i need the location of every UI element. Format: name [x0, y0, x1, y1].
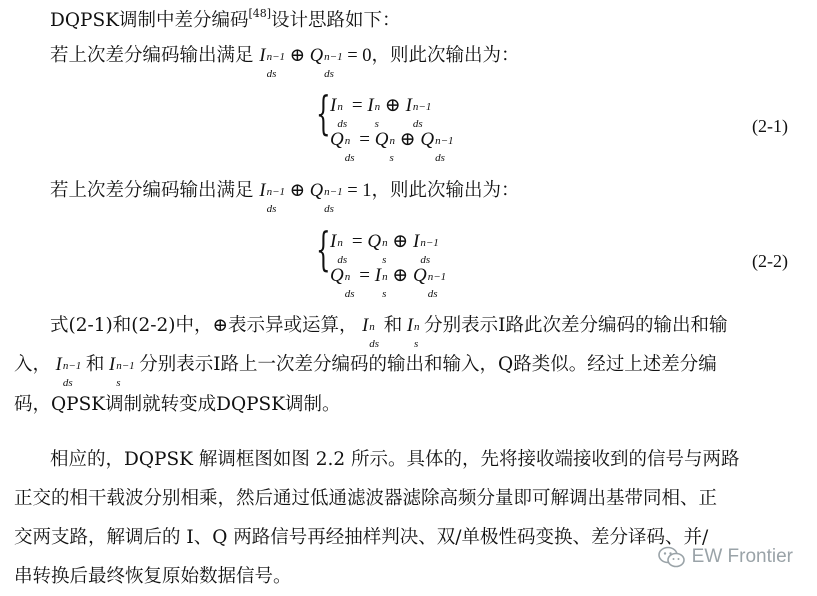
para2-text: 表示异或运算， — [227, 315, 358, 336]
intro-prefix: DQPSK调制中差分编码 — [50, 10, 249, 31]
para2-text: 入， — [14, 354, 52, 375]
left-brace: { — [316, 222, 331, 276]
wechat-icon — [658, 546, 686, 568]
para3-line-3: 交两支路，解调后的 I、Q 两路信号再经抽样判决、双/单极性码变换、差分译码、并/ — [14, 527, 709, 548]
condition-2-prefix: 若上次差分编码输出满足 — [50, 180, 254, 201]
intro-line — [50, 2, 401, 33]
watermark — [658, 546, 793, 568]
para2-text: 和 — [383, 315, 403, 336]
reference-mark: [48] — [248, 7, 272, 20]
equation-number-2-1: (2-1) — [752, 116, 788, 136]
equation-2-1-row-2: Q n ds = Q n s ⊕ Q n−1 ds — [330, 129, 454, 164]
condition-1-prefix: 若上次差分编码输出满足 — [50, 45, 254, 66]
para2-text: 分别表示I路上一次差分编码的输出和输入，Q路类似。经过上述差分编 — [139, 354, 717, 375]
condition-2-line — [50, 179, 520, 215]
para2-text: 式(2-1)和(2-2)中， — [50, 315, 213, 336]
xor-symbol: ⊕ — [212, 316, 228, 336]
watermark-text: EW Frontier — [691, 546, 793, 567]
i-s-n-symbol: I n s — [406, 316, 420, 350]
equation-2-2-row-1: I n ds = Q n s ⊕ I n−1 ds — [330, 231, 439, 266]
para3-line-4: 串转换后最终恢复原始数据信号。 — [14, 566, 292, 587]
para2-line-1 — [50, 314, 728, 350]
condition-1-value: 0 — [362, 46, 372, 66]
condition-1-line — [50, 44, 520, 80]
para3-line-2: 正交的相干载波分别相乘，然后通过低通滤波器滤除高频分量即可解调出基带同相、正 — [14, 488, 718, 509]
para2-text: 分别表示I路此次差分编码的输出和输 — [424, 315, 728, 336]
para2-line-3: 码，QPSK调制就转变成DQPSK调制。 — [14, 394, 341, 415]
equation-2-1 — [316, 86, 516, 164]
para2-line-2 — [14, 353, 717, 389]
condition-2-value: 1 — [362, 181, 372, 201]
condition-1-suffix: ，则此次输出为： — [371, 45, 520, 66]
i-s-prev-symbol: I n−1 s — [109, 355, 135, 389]
condition-2-formula: I n−1 ds ⊕ Q n−1 ds = 1 — [259, 181, 372, 215]
left-brace: { — [316, 86, 331, 140]
condition-1-formula: I n−1 ds ⊕ Q n−1 ds = 0 — [259, 46, 372, 80]
para2-text: 和 — [85, 354, 105, 375]
equation-2-1-row-1: I n ds = I n s ⊕ I n−1 ds — [330, 95, 432, 130]
i-ds-n-symbol: I n ds — [362, 316, 380, 350]
para3-line-1: 相应的，DQPSK 解调框图如图 2.2 所示。具体的，先将接收端接收到的信号与两路 — [50, 449, 740, 470]
equation-2-2 — [316, 222, 516, 300]
equation-2-2-row-2: Q n ds = I n s ⊕ Q n−1 ds — [330, 265, 447, 300]
equation-number-2-2: (2-2) — [752, 251, 788, 271]
i-ds-prev-symbol: I n−1 ds — [55, 355, 82, 389]
intro-suffix: 设计思路如下： — [271, 10, 401, 31]
condition-2-suffix: ，则此次输出为： — [371, 180, 520, 201]
